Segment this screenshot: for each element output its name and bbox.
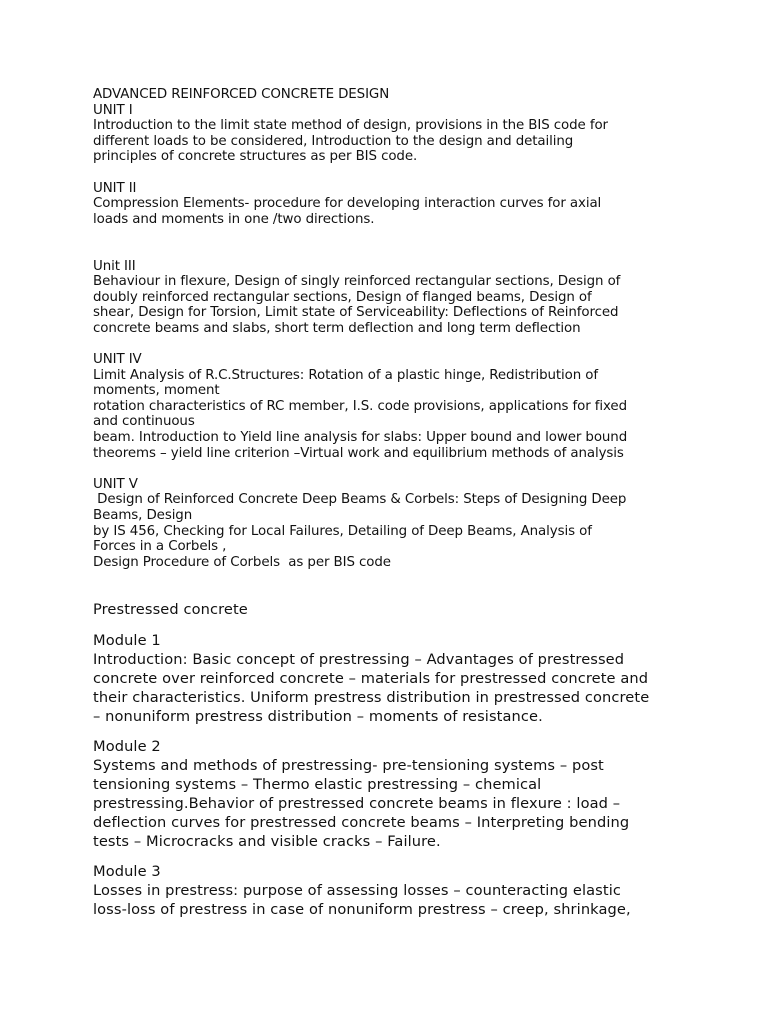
document-title: ADVANCED REINFORCED CONCRETE DESIGN xyxy=(93,87,390,102)
unit4-line: beam. Introduction to Yield line analysis for slabs: Upper bound and lower bound xyxy=(93,430,628,446)
unit1-line: principles of concrete structures as per BIS code. xyxy=(93,149,418,165)
module2-line: Systems and methods of prestressing- pre-tensioning systems – post xyxy=(93,757,604,774)
module1-line: – nonuniform prestress distribution – moments of resistance. xyxy=(93,708,543,725)
module2-heading: Module 2 xyxy=(93,738,161,755)
rcd-section xyxy=(93,87,693,570)
unit1-line: Introduction to the limit state method of design, provisions in the BIS code for xyxy=(93,118,608,134)
unit4-line: rotation characteristics of RC member, I.S. code provisions, applications for fixed xyxy=(93,398,627,414)
unit4-line: moments, moment xyxy=(93,383,220,399)
unit4-line: theorems – yield line criterion –Virtual work and equilibrium methods of analysis xyxy=(93,445,624,461)
unit1-heading: UNIT I xyxy=(93,102,133,118)
module3-line: Losses in prestress: purpose of assessing losses – counteracting elastic xyxy=(93,882,621,899)
unit3-heading: Unit III xyxy=(93,258,136,274)
module1-line: concrete over reinforced concrete – materials for prestressed concrete and xyxy=(93,670,649,687)
unit4-line: and continuous xyxy=(93,414,195,430)
unit4-line: Limit Analysis of R.C.Structures: Rotation of a plastic hinge, Redistribution of xyxy=(93,367,599,383)
module1-heading: Module 1 xyxy=(93,632,161,649)
unit5-heading: UNIT V xyxy=(93,476,138,492)
module2-line: tensioning systems – Thermo elastic prestressing – chemical xyxy=(93,776,542,793)
unit2-line: loads and moments in one /two directions. xyxy=(93,211,375,227)
prestressed-title: Prestressed concrete xyxy=(93,601,248,618)
module1-line: Introduction: Basic concept of prestressing – Advantages of prestressed xyxy=(93,651,625,668)
unit2-heading: UNIT II xyxy=(93,180,137,196)
module1-line: their characteristics. Uniform prestress distribution in prestressed concrete xyxy=(93,689,650,706)
module2-line: prestressing.Behavior of prestressed concrete beams in flexure : load – xyxy=(93,795,621,812)
module2-line: deflection curves for prestressed concrete beams – Interpreting bending xyxy=(93,814,630,831)
unit5-line: Beams, Design xyxy=(93,508,193,524)
prestressed-section xyxy=(93,600,693,919)
unit3-line: shear, Design for Torsion, Limit state of Serviceability: Deflections of Reinforced xyxy=(93,305,619,321)
unit5-line: Forces in a Corbels , xyxy=(93,539,227,555)
unit5-line: Design of Reinforced Concrete Deep Beams & Corbels: Steps of Designing Deep xyxy=(93,492,627,508)
unit5-line: by IS 456, Checking for Local Failures, Detailing of Deep Beams, Analysis of xyxy=(93,523,592,539)
unit3-line: Behaviour in flexure, Design of singly reinforced rectangular sections, Design of xyxy=(93,274,621,290)
module3-heading: Module 3 xyxy=(93,863,161,880)
unit2-line: Compression Elements- procedure for developing interaction curves for axial xyxy=(93,196,602,212)
unit3-line: concrete beams and slabs, short term deflection and long term deflection xyxy=(93,320,581,336)
unit5-line: Design Procedure of Corbels as per BIS code xyxy=(93,554,391,570)
module3-line: loss-loss of prestress in case of nonuniform prestress – creep, shrinkage, xyxy=(93,901,631,918)
unit3-line: doubly reinforced rectangular sections, Design of flanged beams, Design of xyxy=(93,289,592,305)
unit4-heading: UNIT IV xyxy=(93,352,142,368)
unit1-line: different loads to be considered, Introduction to the design and detailing xyxy=(93,133,574,149)
module2-line: tests – Microcracks and visible cracks – Failure. xyxy=(93,833,441,850)
